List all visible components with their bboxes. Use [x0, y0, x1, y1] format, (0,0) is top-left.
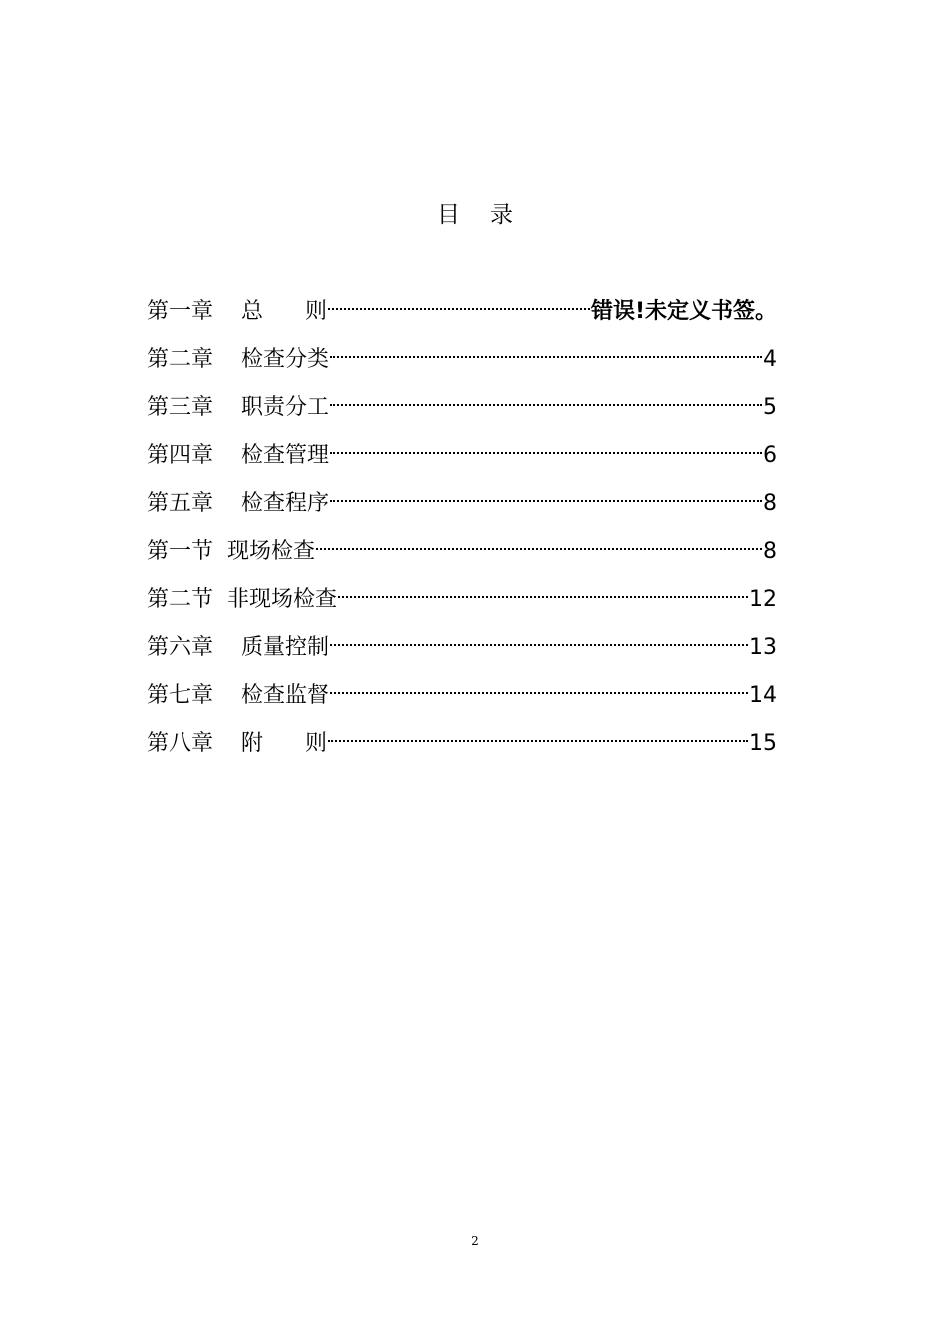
toc-entry-page: 5	[763, 395, 777, 420]
toc-entry-label: 第一章 总 则	[147, 299, 327, 324]
toc-entry-page: 12	[749, 587, 777, 612]
toc-heading	[0, 196, 950, 229]
toc-entry-page-error: 错误!未定义书签。	[590, 299, 777, 324]
toc-entry-page: 6	[763, 443, 777, 468]
toc-heading-char-2: 录	[490, 202, 513, 228]
toc-entry-label: 第七章 检查监督	[147, 683, 330, 708]
toc-leader-dots	[328, 716, 748, 742]
toc-leader-dots	[316, 524, 762, 550]
toc-leader-dots	[338, 572, 748, 598]
table-of-contents	[147, 292, 777, 772]
toc-entry[interactable]	[147, 724, 777, 772]
toc-leader-dots	[330, 332, 762, 358]
toc-heading-char-1: 目	[437, 202, 460, 228]
toc-entry-label: 第一节 现场检查	[147, 539, 316, 564]
toc-entry-label: 第五章 检查程序	[147, 491, 330, 516]
toc-entry-label: 第三章 职责分工	[147, 395, 330, 420]
toc-entry-page: 8	[763, 491, 777, 516]
toc-leader-dots	[330, 476, 762, 502]
toc-leader-dots	[330, 668, 748, 694]
toc-entry-page: 8	[763, 539, 777, 564]
toc-entry-page: 15	[749, 731, 777, 756]
toc-entry-label: 第八章 附 则	[147, 731, 327, 756]
toc-leader-dots	[330, 380, 762, 406]
toc-entry-label: 第二节 非现场检查	[147, 587, 338, 612]
page-number: 2	[471, 1234, 479, 1248]
toc-entry-label: 第四章 检查管理	[147, 443, 330, 468]
toc-entry-label: 第六章 质量控制	[147, 635, 330, 660]
toc-entry-page: 13	[749, 635, 777, 660]
toc-entry-page: 14	[749, 683, 777, 708]
toc-leader-dots	[330, 620, 748, 646]
toc-entry-page: 4	[763, 347, 777, 372]
toc-entry-label: 第二章 检查分类	[147, 347, 330, 372]
toc-leader-dots	[328, 284, 590, 310]
toc-leader-dots	[330, 428, 762, 454]
